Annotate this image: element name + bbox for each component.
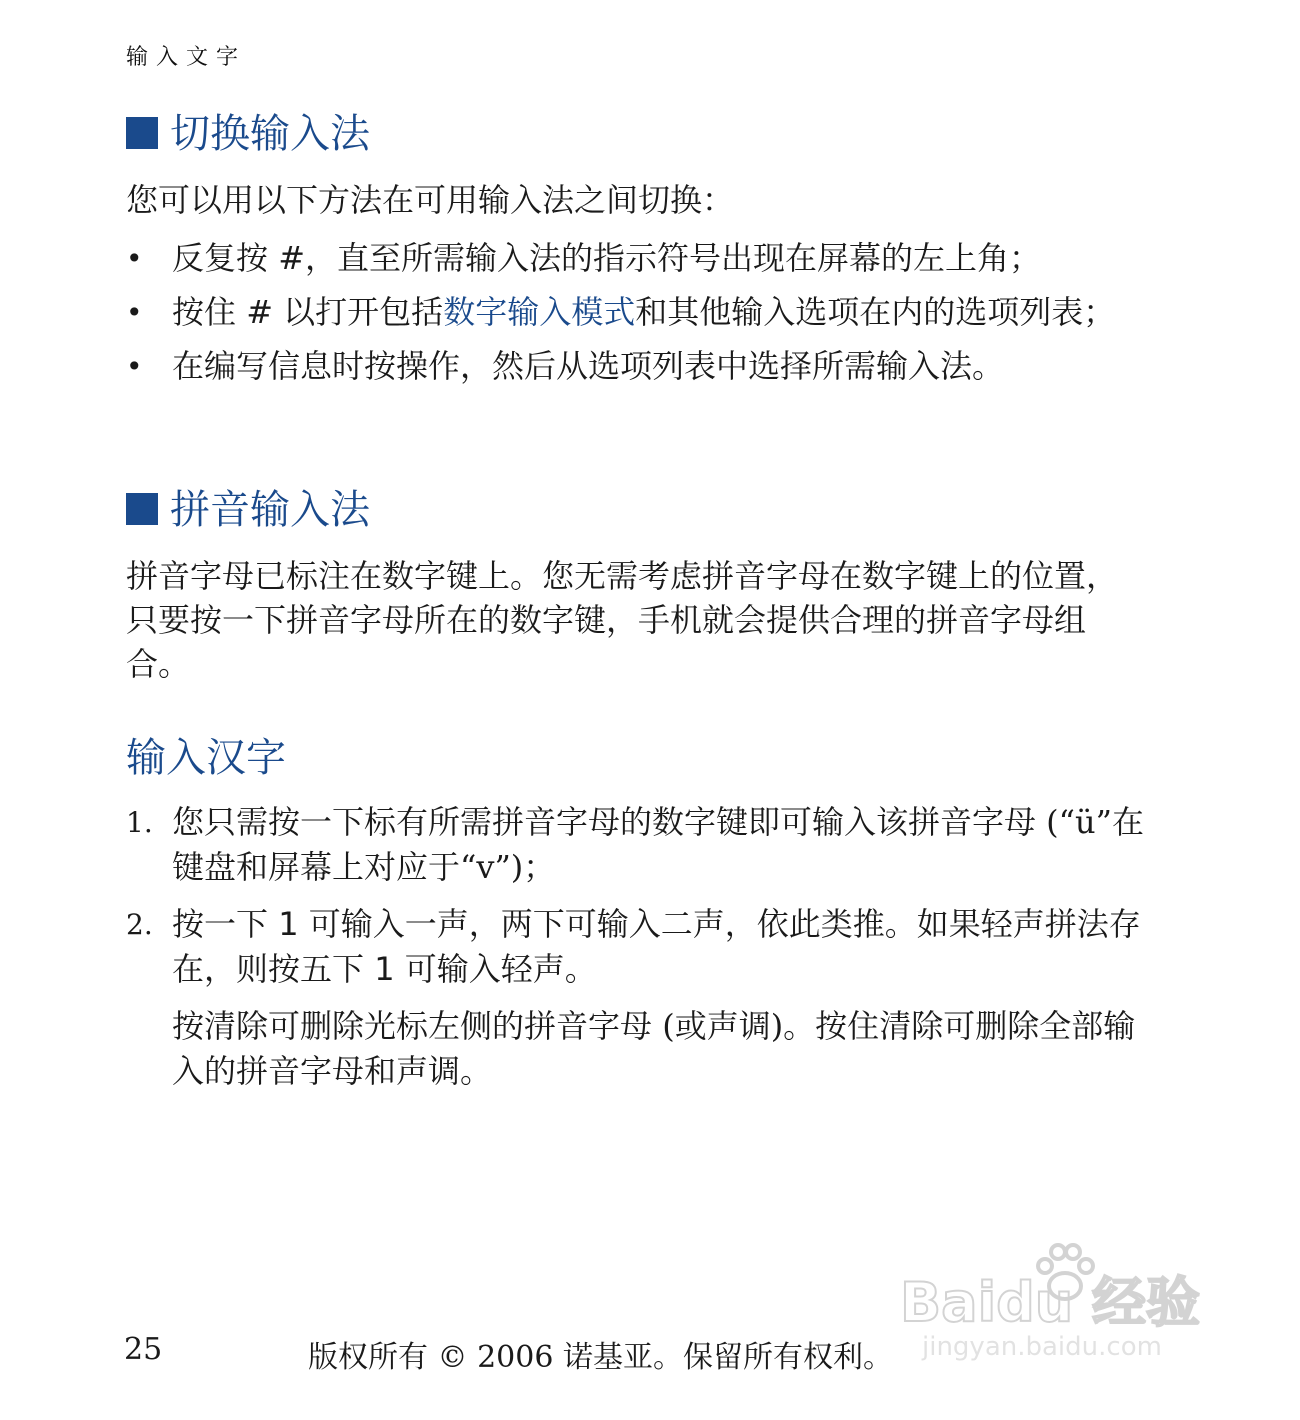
watermark-url: jingyan.baidu.com	[922, 1332, 1162, 1362]
key-label: 清除	[879, 1007, 944, 1045]
list-item: 1. 您只需按一下标有所需拼音字母的数字键即可输入该拼音字母 (“ü”在键盘和屏幕上对应于“v”)；	[126, 800, 1156, 890]
key-label: 1	[278, 905, 299, 943]
list-item: • 在编写信息时按操作，然后从选项列表中选择所需输入法。	[126, 344, 1156, 389]
heading-square-icon	[126, 493, 158, 525]
bullet-icon: •	[126, 350, 143, 383]
list-item: • 按住 # 以打开包括数字输入模式和其他输入选项在内的选项列表；	[126, 290, 1156, 335]
key-label: #	[278, 239, 305, 277]
bullet-icon: •	[126, 296, 143, 329]
section-heading-switch-input: 切换输入法	[126, 108, 370, 160]
list-item: 2. 按一下 1 可输入一声，两下可输入二声，依此类推。如果轻声拼法存在，则按五下 1 可输入轻声。	[126, 902, 1156, 992]
subheading-input-chinese: 输入汉字	[126, 735, 286, 781]
step-number: 2.	[126, 908, 153, 941]
list-item: • 反复按 #，直至所需输入法的指示符号出现在屏幕的左上角；	[126, 236, 1156, 281]
key-label: 清除	[204, 1007, 269, 1045]
page-number: 25	[124, 1332, 163, 1367]
input-steps-list	[126, 800, 1156, 1094]
bullet-icon: •	[126, 242, 143, 275]
numeric-mode-link[interactable]: 数字输入模式	[443, 293, 636, 331]
heading-square-icon	[126, 117, 158, 149]
baidu-watermark	[900, 1240, 1230, 1370]
step-number: 1.	[126, 806, 153, 839]
key-label: 操作	[396, 347, 461, 385]
section-heading-pinyin: 拼音输入法	[126, 484, 370, 536]
note-paragraph: 按清除可删除光标左侧的拼音字母 (或声调)。按住清除可删除全部输入的拼音字母和声调。	[172, 1007, 1136, 1090]
section1-intro: 您可以用以下方法在可用输入法之间切换：	[126, 181, 735, 219]
key-label: 1	[374, 950, 395, 988]
switch-method-list	[126, 236, 1156, 389]
section2-body: 拼音字母已标注在数字键上。您无需考虑拼音字母在数字键上的位置，只要按一下拼音字母所在的数字键，手机就会提供合理的拼音字母组合。	[126, 557, 1119, 683]
running-head: 输入文字	[126, 45, 247, 70]
watermark-brand: Baidu 经验	[900, 1271, 1201, 1334]
key-label: #	[246, 293, 273, 331]
copyright-notice: 版权所有 © 2006 诺基亚。保留所有权利。	[308, 1340, 893, 1375]
